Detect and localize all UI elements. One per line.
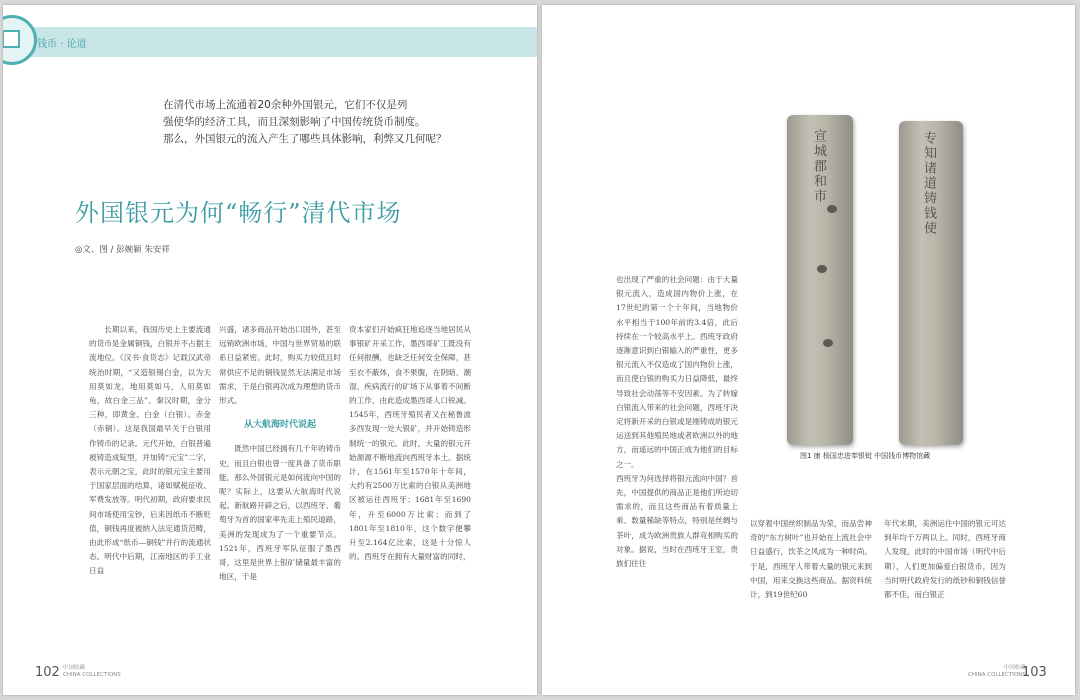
article-title: 外国银元为何“畅行”清代市场 bbox=[75, 199, 402, 227]
magazine-name-cn: 中国收藏 bbox=[1003, 665, 1026, 671]
paragraph: 也出现了严重的社会问题：由于大量银元流入，造成国内物价上涨，在17世纪的第一个十年间，当地物价水平相当于100年前的3.4倍，此后持续在一个较高水平上。西班牙政府逐渐意识到白银输入的严重性，更多银元流入不仅造成了国内物价上涨，而且使白银的购买力日益降低，最终导致社会动荡等不安因素。为了转嫁白银流入带来的社会问题，西班牙决定将新开采的白银或是刚铸成的银元运送到其他殖民地或者欧洲以外的地方，而遥远的中国正成为他们的目标之一。 西班牙为何选择将银元流向中国？首先，中国提供的商品正是他们所迫切需求的，而且这些商品有着质量上乘、数量稀缺等特点，特别是丝绸与茶叶，成为欧洲贵族人群竞相购买的对象。据说，当时在西班牙王室，贵族们往往 bbox=[616, 275, 738, 569]
section-label: 钱币 · 论道 bbox=[37, 39, 87, 50]
paragraph: 以穿着中国丝织制品为荣，而品尝神奇的“东方树叶”也开始在上流社会中日益盛行，饮茶之风成为一种时尚。于是，西班牙人带着大量的银元来到中国，用来交换这些商品。据资料统计，到19世纪60 bbox=[750, 519, 872, 600]
section-subheading: 从大航海时代说起 bbox=[243, 420, 316, 431]
paragraph: 既然中国已经拥有几千年的铸币史，而且白银也曾一度具备了货币职能，那么外国银元是如何流向中国的呢？实际上，这要从大航海时代说起。新航路开辟之后，以西班牙、葡萄牙为首的国家率先走上殖民道路，美洲的发现成为了一个重要节点。1521年，西班牙军队征服了墨西哥，这里是世界上银矿储量最丰富的地区，于是 bbox=[219, 444, 341, 582]
intro-line: 强使华的经济工具，而且深刻影响了中国传统货币制度。 bbox=[163, 116, 426, 128]
magazine-name bbox=[968, 665, 1026, 679]
figure-caption: 图1 康 杨国忠进奉银铤 中国钱币博物馆藏 bbox=[800, 452, 931, 460]
body-column-1 bbox=[616, 273, 738, 613]
ingot-inscription: 宣城郡和市 bbox=[811, 129, 826, 204]
page-number: 102 bbox=[35, 665, 60, 680]
magazine-name-cn: 中国收藏 bbox=[63, 665, 86, 671]
magazine-name bbox=[63, 665, 121, 679]
silver-ingot-1 bbox=[787, 115, 853, 445]
intro-paragraph bbox=[163, 97, 447, 148]
intro-line: 在清代市场上流通着20余种外国银元，它们不仅是列 bbox=[163, 99, 408, 111]
body-column-3 bbox=[349, 323, 471, 608]
body-column-3 bbox=[884, 517, 1006, 617]
paragraph: 兴盛，诸多商品开始出口国外，甚至远销欧洲市场，中国与世界贸易的联系日益紧密。此时，购买力较低且时常供应不足的铜钱显然无法满足市场需求，于是白银再次成为理想的货币形式。 bbox=[219, 325, 341, 406]
silver-ingot-2 bbox=[899, 121, 963, 445]
right-page bbox=[542, 5, 1075, 695]
intro-line: 那么，外国银元的流入产生了哪些具体影响，利弊又几何呢？ bbox=[163, 133, 447, 145]
left-page bbox=[3, 5, 537, 695]
body-column-2 bbox=[750, 517, 872, 617]
body-column-2 bbox=[219, 323, 341, 608]
coin-icon bbox=[3, 15, 37, 65]
magazine-name-en: CHINA COLLECTIONS bbox=[63, 672, 121, 678]
paragraph: 资本家们开始疯狂地追逐当地居民从事银矿开采工作，墨西哥矿工既没有任何报酬，也缺乏任何安全保障，甚至衣不蔽体，食不果腹，在阴暗、潮湿、疾病流行的矿场下从事着不间断的工作，由此造成墨西哥人口锐减。1545年，西班牙殖民者又在秘鲁波多西发现一处大银矿，并开始铸造形制统一的银元。此时，大量的银元开始源源不断地流向西班牙本土。据统计，在1561年至1570年十年间，大约有2500万比索的白银从美洲地区被运往西班牙；1681年至1690年，升至6000万比索；而到了1801年至1810年，这个数字便攀升至2.164亿比索，这是十分惊人的。西班牙在拥有大量财富的同时， bbox=[349, 325, 471, 562]
magazine-name-en: CHINA COLLECTIONS bbox=[968, 672, 1026, 678]
page-number: 103 bbox=[1022, 665, 1047, 680]
ingot-inscription: 专知诸道铸钱使 bbox=[921, 131, 936, 236]
paragraph: 年代末期，美洲运往中国的银元可达到年均千万两以上。同时，西班牙商人发现，此时的中国市场（明代中后期），人们更加偏爱白银货币，因为当时明代政府发行的纸钞和铜钱信誉都不佳，而白银正 bbox=[884, 519, 1006, 600]
byline: ◎文、图 / 彭婉颖 朱安祥 bbox=[75, 245, 170, 255]
silver-ingot-photo bbox=[767, 109, 977, 449]
paragraph: 长期以来，我国历史上主要流通的货币是金属铜钱，白银并不占据主流地位。《汉书·食货志》记载汉武帝统治时期，“又造银锡白金，以为天用莫如龙，地用莫如马，人用莫如龟，故白金三品”。秦汉时期，金分三种，即黄金、白金（白银）、赤金（赤铜）。这是我国最早关于白银用作铸币的记录。元代开始，白银普遍被铸造成锭型，并加铸“元宝”二字，表示元朝之宝，此时的银元宝主要用于国家层面的结算，诸如赋税征收、军费发放等。明代初期，政府要求民间市场使用宝钞，后来因纸币不断贬值，铜钱再度被纳入法定通货范畴，由此形成“纸币—铜钱”并行的流通状态。明代中后期，江南地区的手工业日益 bbox=[89, 325, 211, 576]
body-column-1 bbox=[89, 323, 211, 608]
